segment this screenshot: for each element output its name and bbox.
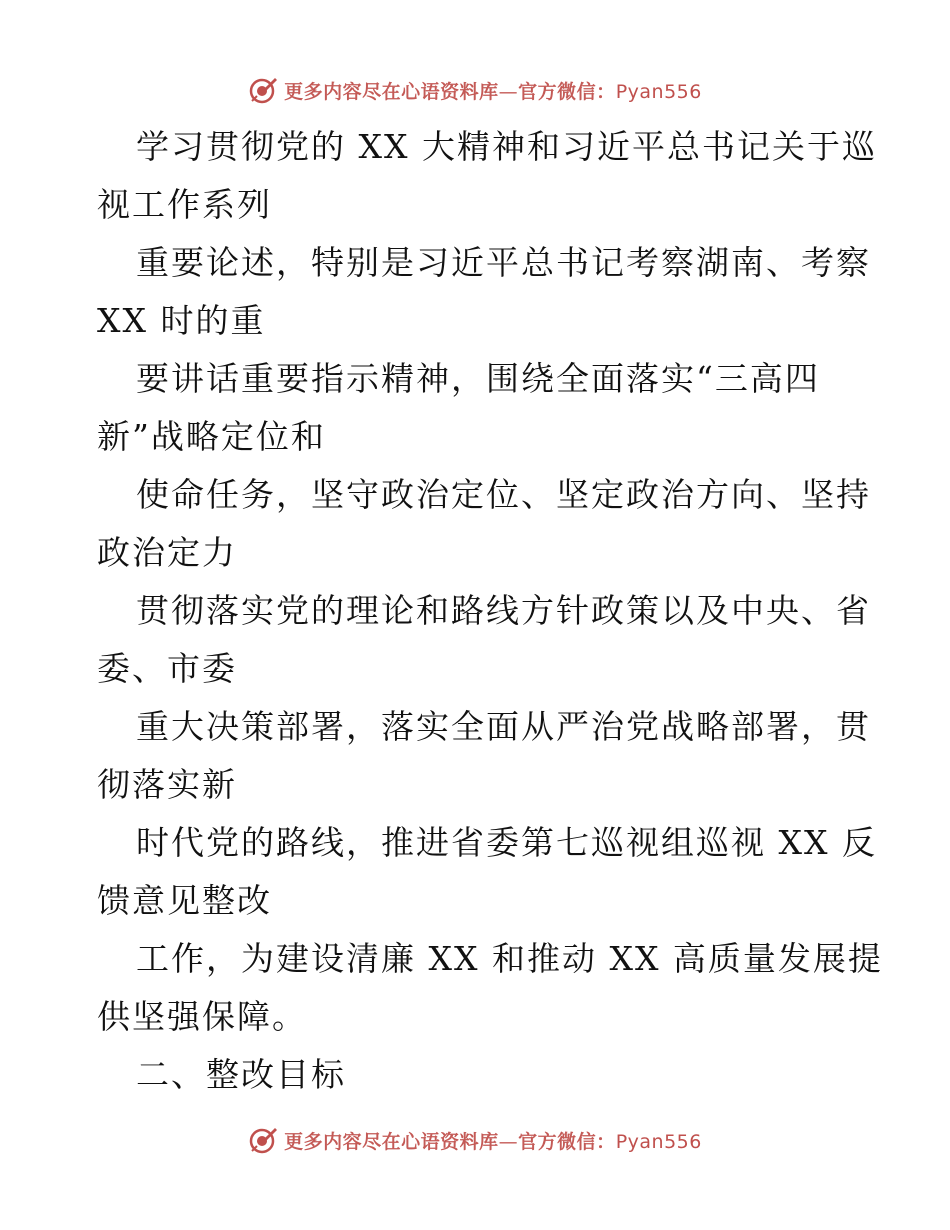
pen-seal-icon [248,75,278,105]
banner-separator: — [498,80,519,103]
text-line: XX 时的重 [97,301,266,340]
banner-separator: — [498,1130,519,1153]
banner-wechat-label: 官方微信： [518,1130,616,1153]
document-body [97,118,883,1104]
text-line: 学习贯彻党的 XX 大精神和习近平总书记关于巡 [136,127,877,166]
section-heading: 二、整改目标 [136,1055,346,1094]
text-line: 政治定力 [97,533,237,572]
banner-wechat-id: Pyan556 [615,1130,702,1153]
text-line: 工作，为建设清廉 XX 和推动 XX 高质量发展提 [136,939,883,978]
banner-wechat-id: Pyan556 [615,80,702,103]
banner-site-text: 更多内容尽在心语资料库 [284,1130,499,1153]
header-watermark-banner [0,70,950,110]
text-line: 使命任务，坚守政治定位、坚定政治方向、坚持 [136,475,871,514]
text-line: 视工作系列 [97,185,272,224]
footer-watermark-banner [0,1120,950,1160]
text-line: 馈意见整改 [97,881,272,920]
banner-text [284,77,702,104]
banner-wechat-label: 官方微信： [518,80,616,103]
text-line: 时代党的路线，推进省委第七巡视组巡视 XX 反 [136,823,877,862]
text-line: 重要论述，特别是习近平总书记考察湖南、考察 [136,243,871,282]
text-line: 重大决策部署，落实全面从严治党战略部署，贯 [136,707,871,746]
banner-text [284,1127,702,1154]
text-line: 委、市委 [97,649,237,688]
text-line: 要讲话重要指示精神，围绕全面落实“三高四 [136,359,820,398]
text-line: 新”战略定位和 [97,417,326,456]
text-line: 彻落实新 [97,765,237,804]
pen-seal-icon [248,1125,278,1155]
text-line: 供坚强保障。 [97,997,307,1036]
text-line: 贯彻落实党的理论和路线方针政策以及中央、省 [136,591,871,630]
banner-site-text: 更多内容尽在心语资料库 [284,80,499,103]
